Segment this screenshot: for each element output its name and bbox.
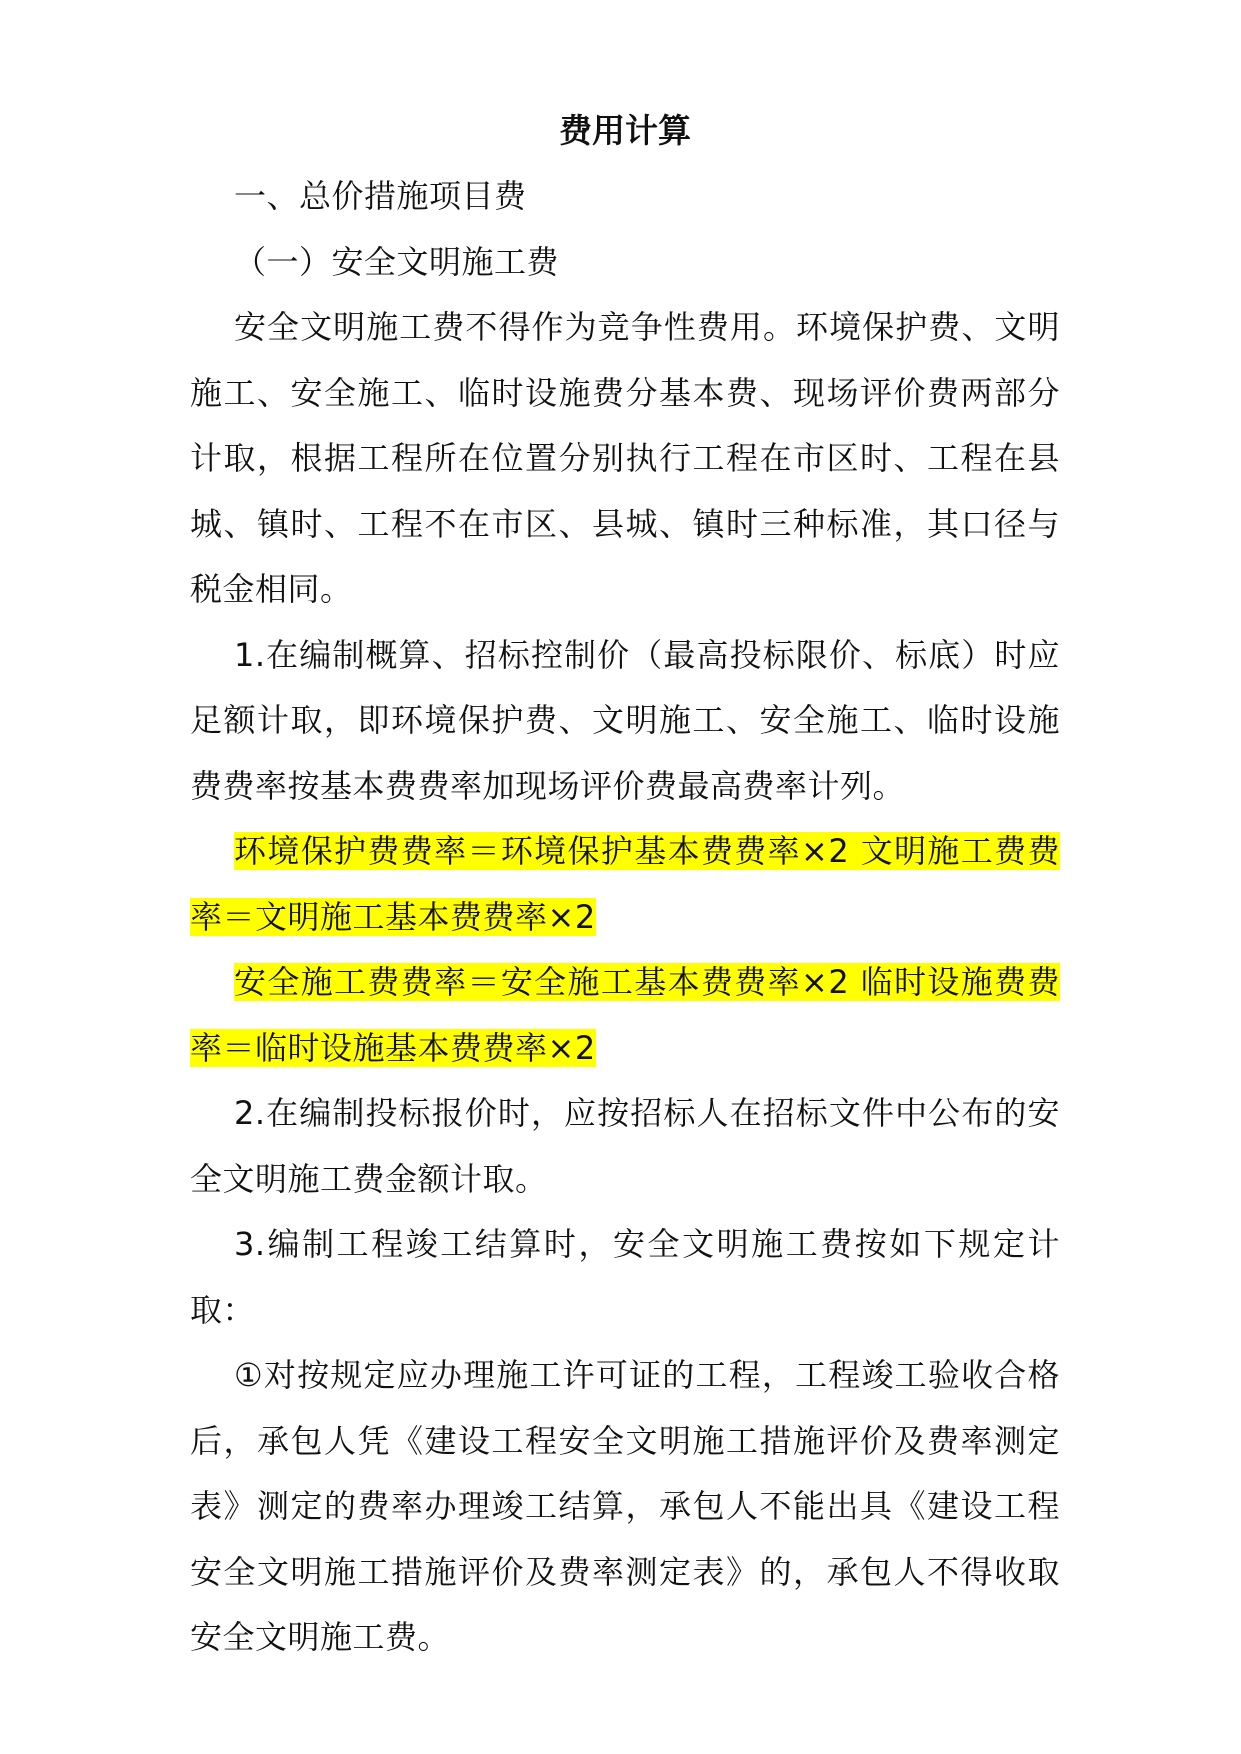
subsection-heading: （一）安全文明施工费 <box>234 242 560 281</box>
item-3-1-paragraph: ①对按规定应办理施工许可证的工程，工程竣工验收合格后，承包人凭《建设工程安全文明施工措施评价及费率测定表》测定的费率办理竣工结算，承包人不能出具《建设工程安全文明施工措施评价及费率测定表》的，承包人不得收取安全文明施工费。 <box>190 1356 1060 1656</box>
document-page <box>190 98 1060 1671</box>
highlighted-formula-2: 安全施工费费率＝安全施工基本费费率×2 临时设施费费率＝临时设施基本费费率×2 <box>190 963 1060 1067</box>
section-heading: 一、总价措施项目费 <box>234 177 527 215</box>
intro-paragraph: 安全文明施工费不得作为竞争性费用。环境保护费、文明施工、安全施工、临时设施费分基本费、现场评价费两部分计取，根据工程所在位置分别执行工程在市区时、工程在县城、镇时、工程不在市区、县城、镇时三种标准，其口径与税金相同。 <box>190 308 1060 608</box>
item-1-paragraph: 1.在编制概算、招标控制价（最高投标限价、标底）时应足额计取，即环境保护费、文明施工、安全施工、临时设施费费率按基本费费率加现场评价费最高费率计列。 <box>190 635 1060 805</box>
item-2-paragraph: 2.在编制投标报价时，应按招标人在招标文件中公布的安全文明施工费金额计取。 <box>190 1094 1060 1198</box>
item-3-paragraph: 3.编制工程竣工结算时，安全文明施工费按如下规定计取： <box>190 1225 1060 1329</box>
formula-paragraph-1 <box>190 819 1060 950</box>
document-title: 费用计算 <box>559 111 691 150</box>
highlighted-formula-1: 环境保护费费率＝环境保护基本费费率×2 文明施工费费率＝文明施工基本费费率×2 <box>190 832 1060 936</box>
formula-paragraph-2 <box>190 950 1060 1081</box>
